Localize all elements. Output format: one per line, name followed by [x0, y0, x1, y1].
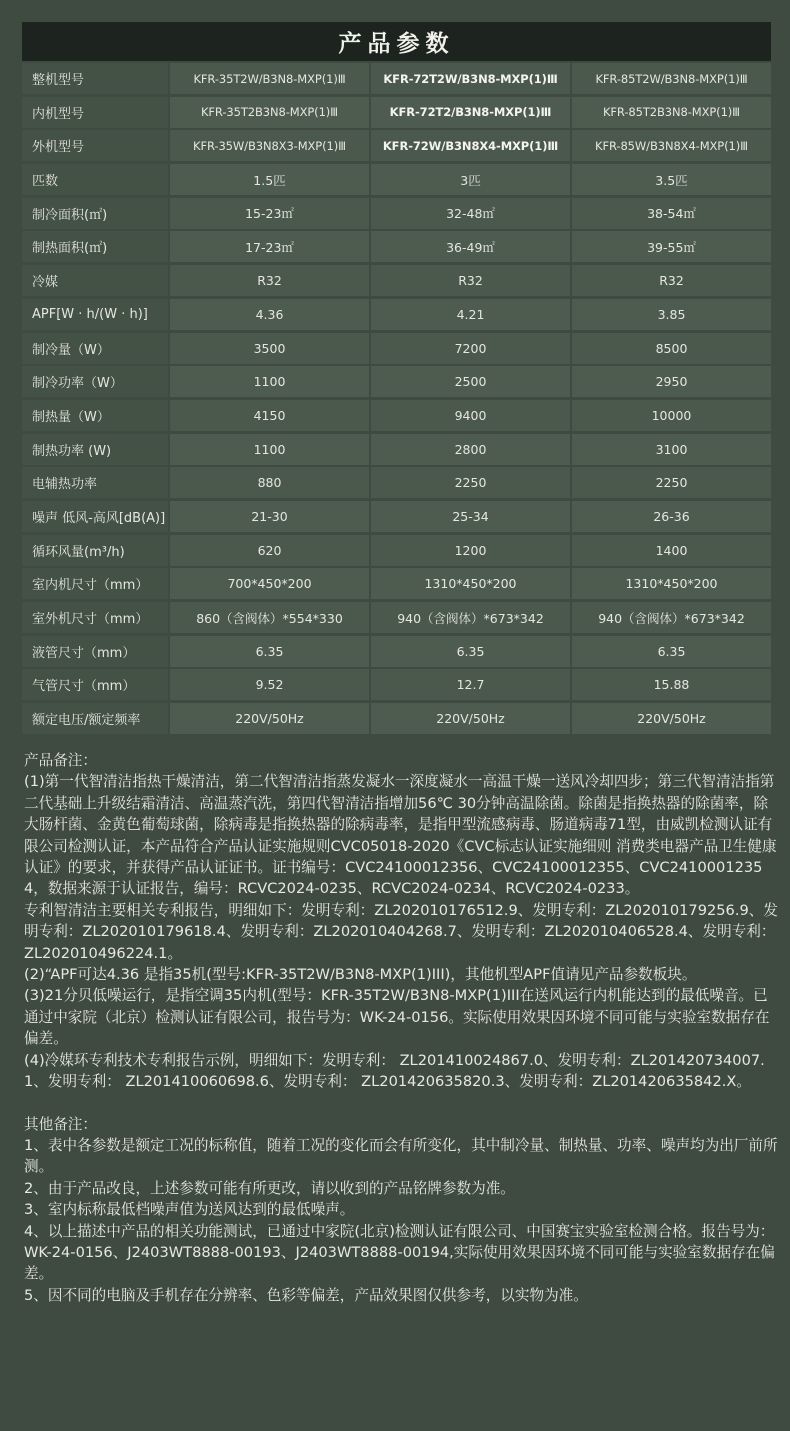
row-value: KFR-35W/B3N8X3-MXP(1)Ⅲ — [170, 130, 369, 161]
row-value: 32-48㎡ — [371, 198, 570, 229]
row-label: APF[W · h/(W · h)] — [22, 299, 168, 330]
row-label: 循环风量(m³/h) — [22, 535, 168, 566]
other-note-2: 2、由于产品改良，上述参数可能有所更改，请以收到的产品铭牌参数为准。 — [24, 1179, 515, 1197]
row-value: 2500 — [371, 366, 570, 397]
product-note-2: (2)“APF可达4.36 是指35机(型号:KFR-35T2W/B3N8-MXP(1)III)，其他机型APF值请见产品参数板块。 — [24, 966, 697, 984]
row-label: 冷媒 — [22, 265, 168, 296]
row-value: 3100 — [572, 434, 771, 465]
row-label: 外机型号 — [22, 130, 168, 161]
table-row — [22, 568, 771, 599]
row-value: 2800 — [371, 434, 570, 465]
row-value: 220V/50Hz — [170, 703, 369, 734]
row-value: 1310*450*200 — [371, 568, 570, 599]
row-value: 3500 — [170, 333, 369, 364]
table-row — [22, 400, 771, 431]
row-value: 940（含阀体）*673*342 — [572, 602, 771, 633]
row-value: 3.5匹 — [572, 164, 771, 195]
row-value: 9.52 — [170, 669, 369, 700]
row-value: 25-34 — [371, 501, 570, 532]
row-value: 940（含阀体）*673*342 — [371, 602, 570, 633]
notes-section — [24, 750, 782, 1306]
row-value: 1100 — [170, 366, 369, 397]
row-value: 10000 — [572, 400, 771, 431]
row-value: 4150 — [170, 400, 369, 431]
row-value: 860（含阀体）*554*330 — [170, 602, 369, 633]
row-value: 6.35 — [371, 636, 570, 667]
row-value: 4.36 — [170, 299, 369, 330]
row-value: 700*450*200 — [170, 568, 369, 599]
product-note-3: (3)21分贝低噪运行，是指空调35内机(型号：KFR-35T2W/B3N8-MXP(1)III在送风运行内机能达到的最低噪音。已通过中家院（北京）检测认证有限公司，报告号为：WK-24-0156。实际使用效果因环境不同可能与实验室数据存在偏差。 — [24, 987, 770, 1048]
row-value: R32 — [572, 265, 771, 296]
row-value: 4.21 — [371, 299, 570, 330]
row-value: 8500 — [572, 333, 771, 364]
row-value: 620 — [170, 535, 369, 566]
table-title: 产品参数 — [22, 22, 771, 61]
row-label: 制热量（W） — [22, 400, 168, 431]
product-note-1: (1)第一代智清洁指热干燥清洁，第二代智清洁指蒸发凝水一深度凝水一高温干燥一送风冷却四步；第三代智清洁指第二代基础上升级结霜清洁、高温蒸汽洗，第四代智清洁指增加56℃ 30分钟高温除菌。除菌是指换热器的除菌率，除大肠杆菌、金黄色葡萄球菌，除病毒是指换热器的除病毒率，是指甲型流感病毒、肠道病毒71型，由威凯检测认证有限公司检测认证，本产品符合产品认证实施规则CVC05018-2020《CVC标志认证实施细则 消费类电器产品卫生健康认证》的要求，并获得产品认证证书。证书编号：CVC24100012356、CVC24100012355、CVC24100012354，数据来源于认证报告，编号：RCVC2024-0235、RCVC2024-0234、RCVC2024-0233。 — [24, 773, 777, 898]
row-label: 整机型号 — [22, 63, 168, 94]
other-notes-heading: 其他备注： — [24, 1115, 97, 1133]
row-value: 220V/50Hz — [572, 703, 771, 734]
row-value: 26-36 — [572, 501, 771, 532]
row-value: 880 — [170, 467, 369, 498]
row-value: 36-49㎡ — [371, 231, 570, 262]
product-notes-heading: 产品备注： — [24, 752, 97, 769]
row-value: 15.88 — [572, 669, 771, 700]
table-row — [22, 366, 771, 397]
row-value: 1400 — [572, 535, 771, 566]
row-value: 1310*450*200 — [572, 568, 771, 599]
row-value: KFR-85W/B3N8X4-MXP(1)Ⅲ — [572, 130, 771, 161]
table-row — [22, 535, 771, 566]
row-label: 噪声 低风-高风[dB(A)] — [22, 501, 168, 532]
table-row — [22, 198, 771, 229]
table-row — [22, 231, 771, 262]
row-label: 气管尺寸（mm） — [22, 669, 168, 700]
row-label: 液管尺寸（mm） — [22, 636, 168, 667]
row-value: 3匹 — [371, 164, 570, 195]
table-row — [22, 164, 771, 195]
table-row — [22, 467, 771, 498]
row-value: 1.5匹 — [170, 164, 369, 195]
other-note-1: 1、表中各参数是额定工况的标称值，随着工况的变化而会有所变化，其中制冷量、制热量、功率、噪声均为出厂前所测。 — [24, 1136, 778, 1176]
product-note-patents: 专利智清洁主要相关专利报告，明细如下：发明专利：ZL202010176512.9、发明专利：ZL202010179256.9、发明专利：ZL202010179618.4、发明专利：ZL202010404268.7、发明专利：ZL202010406528.4、发明专利：ZL202010496224.1。 — [24, 901, 778, 962]
table-row — [22, 299, 771, 330]
table-row — [22, 501, 771, 532]
row-value: 6.35 — [170, 636, 369, 667]
row-label: 室外机尺寸（mm） — [22, 602, 168, 633]
row-value: 2250 — [572, 467, 771, 498]
row-value: KFR-35T2B3N8-MXP(1)Ⅲ — [170, 97, 369, 128]
row-value: 38-54㎡ — [572, 198, 771, 229]
row-value: KFR-72T2W/B3N8-MXP(1)Ⅲ — [371, 63, 570, 94]
table-row — [22, 434, 771, 465]
row-value: KFR-72W/B3N8X4-MXP(1)Ⅲ — [371, 130, 570, 161]
row-value: KFR-85T2B3N8-MXP(1)Ⅲ — [572, 97, 771, 128]
row-value: 220V/50Hz — [371, 703, 570, 734]
row-label: 电辅热功率 — [22, 467, 168, 498]
row-label: 内机型号 — [22, 97, 168, 128]
row-value: 21-30 — [170, 501, 369, 532]
table-row — [22, 97, 771, 128]
other-note-4: 4、以上描述中产品的相关功能测试，已通过中家院(北京)检测认证有限公司、中国赛宝实验室检测合格。报告号为：WK-24-0156、J2403WT8888-00193、J2403WT8888-00194,实际使用效果因环境不同可能与实验室数据存在偏差。 — [24, 1222, 775, 1283]
row-label: 制冷面积(㎡) — [22, 198, 168, 229]
row-value: 3.85 — [572, 299, 771, 330]
row-value: 9400 — [371, 400, 570, 431]
row-value: 12.7 — [371, 669, 570, 700]
row-value: 7200 — [371, 333, 570, 364]
row-value: 1200 — [371, 535, 570, 566]
row-value: KFR-35T2W/B3N8-MXP(1)Ⅲ — [170, 63, 369, 94]
row-label: 额定电压/额定频率 — [22, 703, 168, 734]
row-label: 匹数 — [22, 164, 168, 195]
row-label: 室内机尺寸（mm） — [22, 568, 168, 599]
row-value: 2250 — [371, 467, 570, 498]
row-label: 制热功率 (W) — [22, 434, 168, 465]
row-value: R32 — [170, 265, 369, 296]
other-note-5: 5、因不同的电脑及手机存在分辨率、色彩等偏差，产品效果图仅供参考，以实物为准。 — [24, 1286, 588, 1304]
product-note-4: (4)冷媒环专利技术专利报告示例，明细如下：发明专利： ZL201410024867.0、发明专利：ZL201420734007.1、发明专利： ZL201410060698.6、发明专利： ZL201420635820.3、发明专利：ZL201420635842.X。 — [24, 1051, 765, 1091]
row-value: KFR-72T2/B3N8-MXP(1)Ⅲ — [371, 97, 570, 128]
row-value: 15-23㎡ — [170, 198, 369, 229]
row-value: KFR-85T2W/B3N8-MXP(1)Ⅲ — [572, 63, 771, 94]
table-row — [22, 63, 771, 94]
row-label: 制冷量（W） — [22, 333, 168, 364]
table-rows — [22, 63, 771, 734]
table-row — [22, 333, 771, 364]
row-value: 1100 — [170, 434, 369, 465]
table-row — [22, 636, 771, 667]
table-row — [22, 703, 771, 734]
table-row — [22, 669, 771, 700]
table-row — [22, 602, 771, 633]
row-value: 6.35 — [572, 636, 771, 667]
row-label: 制冷功率（W） — [22, 366, 168, 397]
other-note-3: 3、室内标称最低档噪声值为送风达到的最低噪声。 — [24, 1201, 355, 1219]
table-row — [22, 130, 771, 161]
row-label: 制热面积(㎡) — [22, 231, 168, 262]
row-value: 2950 — [572, 366, 771, 397]
spec-table — [22, 22, 771, 737]
row-value: 39-55㎡ — [572, 231, 771, 262]
row-value: R32 — [371, 265, 570, 296]
row-value: 17-23㎡ — [170, 231, 369, 262]
table-row — [22, 265, 771, 296]
